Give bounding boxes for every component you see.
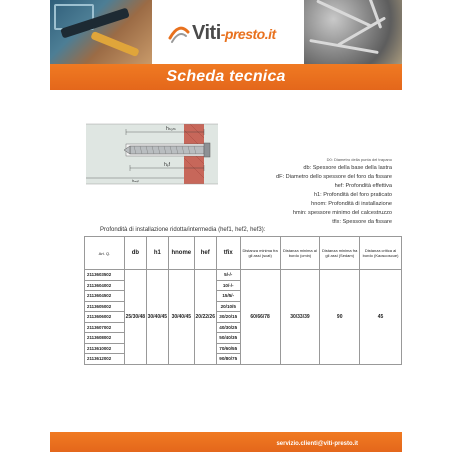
cell-tfix: 10/-/- bbox=[216, 280, 240, 291]
tools-photo bbox=[50, 0, 152, 64]
brand-suffix: -presto.it bbox=[220, 26, 276, 42]
cell-tfix: 90/80/75 bbox=[216, 354, 240, 365]
cell-code: 2113604502 bbox=[85, 291, 125, 302]
datasheet-page bbox=[50, 0, 402, 452]
section-subtitle: Profondità di installazione ridotta/intermedia (hef1, hef2, hef3): bbox=[100, 227, 266, 233]
legend-line: hmin: spessore minimo del calcestruzzo bbox=[292, 210, 392, 216]
col-hnom: hnome bbox=[168, 237, 194, 270]
legend-line: hnom: Profondità di installazione bbox=[311, 201, 392, 207]
col-d4: Distanza critica al bordo (Kaoscoscue) bbox=[360, 237, 402, 270]
table-header-row bbox=[85, 237, 402, 270]
footer-email[interactable]: servizio.clienti@viti-presto.it bbox=[276, 441, 358, 447]
screws-photo bbox=[304, 0, 402, 64]
cell-tfix: 20/10/5 bbox=[216, 301, 240, 312]
cell-d1: 60/66/78 bbox=[240, 270, 280, 365]
cell-code: 2113605002 bbox=[85, 301, 125, 312]
legend-line: tfix: Spessore da fissare bbox=[332, 219, 392, 225]
cell-tfix: 50/40/35 bbox=[216, 333, 240, 344]
col-d1: Distanza minima fra gli assi (scat) bbox=[240, 237, 280, 270]
cell-code: 2113607002 bbox=[85, 322, 125, 333]
col-code: Art. Q. bbox=[85, 237, 125, 270]
cell-code: 2113604002 bbox=[85, 280, 125, 291]
col-tfix: tfix bbox=[216, 237, 240, 270]
col-hef: hef bbox=[194, 237, 216, 270]
brand-name: Viti bbox=[192, 22, 221, 44]
cell-d2: 30/33/39 bbox=[280, 270, 320, 365]
logo-icon bbox=[168, 22, 190, 44]
cell-d4: 45 bbox=[360, 270, 402, 365]
hnom-label: hₙₒₘ bbox=[166, 126, 176, 132]
footer-bar bbox=[50, 432, 402, 452]
cell-tfix: 5/-/- bbox=[216, 270, 240, 281]
header bbox=[50, 0, 402, 64]
cell-hnom: 30/40/45 bbox=[168, 270, 194, 365]
hef-label: hₑf bbox=[164, 162, 171, 168]
page-title: Scheda tecnica bbox=[166, 68, 286, 85]
legend-line: hef: Profondità effettiva bbox=[334, 183, 392, 189]
cell-hef: 20/22/26 bbox=[194, 270, 216, 365]
cell-h1: 30/40/45 bbox=[146, 270, 168, 365]
cell-code: 2113603502 bbox=[85, 270, 125, 281]
anchor-drawing bbox=[86, 118, 226, 218]
col-h1: h1 bbox=[146, 237, 168, 270]
cell-db: 25/30/48 bbox=[124, 270, 146, 365]
cell-tfix: 70/60/55 bbox=[216, 343, 240, 354]
cell-d3: 90 bbox=[320, 270, 360, 365]
cell-code: 2113608002 bbox=[85, 333, 125, 344]
brand-logo[interactable] bbox=[168, 18, 288, 48]
hmin-label: hₘᵢₙ bbox=[132, 178, 139, 183]
col-d2: Distanza minima al bordo (cmin) bbox=[280, 237, 320, 270]
legend-line: h1: Profondità del foro praticato bbox=[313, 192, 392, 198]
cell-tfix: 15/5/- bbox=[216, 291, 240, 302]
table-body bbox=[85, 270, 402, 365]
col-d3: Distanza minima fra gli assi (Sedam) bbox=[320, 237, 360, 270]
title-bar bbox=[50, 64, 402, 90]
col-db: db bbox=[124, 237, 146, 270]
cell-tfix: 30/20/15 bbox=[216, 312, 240, 323]
table-row bbox=[85, 270, 402, 281]
spec-table bbox=[84, 236, 402, 365]
legend-line: dF: Diametro dello spessore del foro da fissare bbox=[276, 174, 392, 180]
cell-tfix: 40/30/25 bbox=[216, 322, 240, 333]
cell-code: 2113612002 bbox=[85, 354, 125, 365]
legend-line: db: Spessore della base della lastra bbox=[303, 165, 392, 171]
legend-caption: D0: Diametro della punta del trapano bbox=[326, 157, 392, 162]
legend bbox=[210, 155, 392, 227]
cell-code: 2113606002 bbox=[85, 312, 125, 323]
cell-code: 2113610002 bbox=[85, 343, 125, 354]
